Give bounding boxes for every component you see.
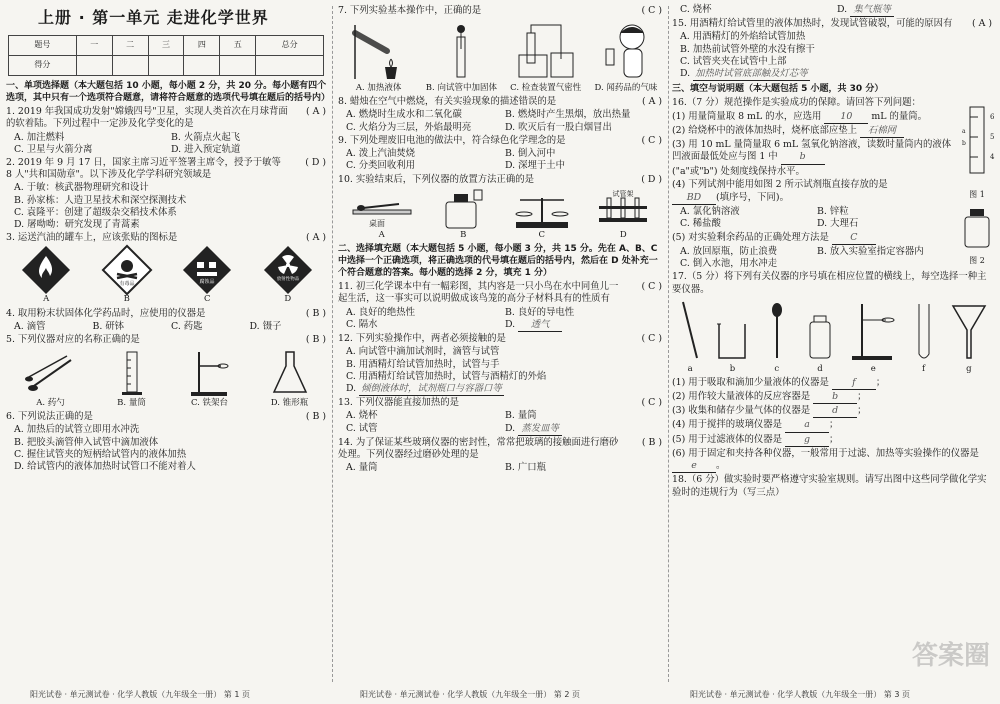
dropper-on-table-icon (349, 188, 415, 230)
q7-operations: A. 加热液体 B. 向试管中加固体 C. 检查装置气密性 D. 闻药品的气味 (338, 19, 664, 94)
funnel-icon (949, 298, 989, 364)
flame-sign-icon (22, 246, 70, 294)
hazard-signs: A 有毒品 B 腐蚀品 C 放射性物品 D (6, 246, 328, 305)
score-table: 题号 一 二 三 四 五 总分 得分 (8, 35, 324, 76)
question-5: 5. 下列仪器对应的名称正确的是 ( B ) (6, 333, 326, 345)
graduated-cylinder-icon (112, 348, 152, 398)
q10-placement: 桌面 A B C 试管架 D (338, 188, 664, 241)
heating-liquid-icon (345, 19, 413, 83)
corrosive-sign-icon (183, 246, 231, 294)
svg-text:5: 5 (990, 133, 995, 142)
svg-text:试管架: 试管架 (612, 189, 634, 198)
question-11: 11. 初三化学课本中有一幅彩图，其内容是一只小鸟在水中同鱼儿一起生活，这一事实可以说明做成该鸟笼的高分子材料具有的性质有 ( C ) (338, 281, 662, 305)
question-13: 13. 下列仪器能直接加热的是 ( C ) (338, 397, 662, 409)
reagent-bottle-icon (436, 188, 490, 230)
svg-text:4: 4 (990, 153, 995, 162)
question-6: 6. 下列说法正确的是 ( B ) (6, 411, 326, 423)
question-2: 2. 2019 年 9 月 17 日，国家主席习近平签署主席令，授予于敏等 8 人"共和国勋章"。以下涉及化学学科研究领域是 ( D ) (6, 156, 326, 181)
question-16: 16.（7 分）规范操作是实验成功的保障。请回答下列问题： (1) 用量筒量取 8 mL 的水，应选用 10 mL 的量筒。 (2) 给烧杯中的液体加热时，烧杯底部应垫上 石棉网 (3) 用 10 mL 量筒量取 6 mL 氢氧化钠溶液，读数时量筒内的液体凹液面最低处应与图 1 中 b ("a"或"b") 处刻度线保持水平。 (4) 下列试剂中能用如图 2 所示试剂瓶直接存放的是 BD (填序号，下同)。 A. 氯化钠溶液 B. 锌粒 C. 稀盐酸 D. 大理石 (5) 对实验剩余药品的正确处理方法是 C A. 放回原瓶，防止浪费 B. 放入实验室指定容器内 C. 倒入水池，用水冲走 6 5 4 a b 图 1 图 2 (672, 97, 995, 270)
column-3: C. 烧杯 D. 集气瓶等 15. 用酒精灯给试管里的液体加热时，发现试管破裂，可能的原因有 ( A ) A. 用酒精灯的外焰给试管加热 B. 加热前试管外壁的水没有擦干 C. 试管夹夹在试管中上部 D. 加热时试管底部触及灯芯等 三、填空与说明题（本大题包括 5 小题，共 30 分） 16.（7 分）规范操作是实验成功的保障。请回答下列问题： (1) 用量筒量取 8 mL 的水，应选用 10 mL 的量筒。 (2) 给烧杯中的液体加热时，烧杯底部应垫上 石棉网 (3) 用 10 mL 量筒量取 6 mL 氢氧化钠溶液，读数时量筒内的液体凹液面最低处应与图 1 中 b ("a"或"b") 处刻度线保持水平。 (4) 下列试剂中能用如图 2 所示试剂瓶直接存放的是 BD (填序号，下同)。 A. 氯化钠溶液 B. 锌粒 C. 稀盐酸 D. 大理石 (5) 对实验剩余药品的正确处理方法是 C A. 放回原瓶，防止浪费 B. 放入实验室指定容器内 C. 倒入水池，用水冲走 6 5 4 a b 图 1 图 2 17.（5 分）将下列有关仪器的序号填在相应位置的横线上，每空选择一种主要仪器。 a b c d e f g (1) 用于吸取和滴加少量液体的仪器是 f ； (2) 用作较大量液体的反应容器是 b ； (3) 收集和储存少量气体的仪器是 d ； (4) 用于搅拌的玻璃仪器是 a ； (5) 用于过滤液体的仪器是 g ； (6) 用于固定和夹持各种仪器，一般常用于过滤、加热等实验操作的仪器是 e 。 18.（6 分）做实验时要严格遵守实验室规则。请写出图中这些同学做化学实验时的违规行为（写三点） (672, 4, 995, 498)
question-17: 17.（5 分）将下列有关仪器的序号填在相应位置的横线上，每空选择一种主要仪器。 (672, 271, 987, 295)
adding-solid-icon (431, 19, 491, 83)
svg-text:6: 6 (990, 113, 995, 122)
question-9: 9. 下列处理废旧电池的做法中，符合绿色化学理念的是 ( C ) (338, 134, 662, 146)
question-18: 18.（6 分）做实验时要严格遵守实验室规则。请写出图中这些同学做化学实验时的违规行为（写三点） (672, 474, 987, 498)
page-title: 上册 · 第一单元 走进化学世界 (38, 8, 269, 27)
gas-jar-icon (802, 298, 838, 364)
flask-icon (268, 348, 312, 398)
question-10: 10. 实验结束后，下列仪器的放置方法正确的是 ( D ) (338, 173, 662, 185)
footer-page-3: 阳光试卷 · 单元测试卷 · 化学人教版（九年级全一册） 第 3 页 (690, 689, 910, 699)
figure-2: 图 2 (962, 207, 992, 266)
dropper-icon (762, 298, 792, 364)
figure-1: 6 5 4 a b 图 1 (960, 105, 994, 200)
toxic-sign-icon (103, 246, 151, 294)
test-tube-rack-icon (593, 188, 653, 230)
spoon-icon (23, 348, 79, 398)
measuring-cylinder-scale-icon (960, 105, 994, 185)
section-3-heading: 三、填空与说明题（本大题包括 5 小题，共 30 分） (672, 84, 884, 95)
question-4: 4. 取用粉末状固体化学药品时，应使用的仪器是 ( B ) (6, 307, 326, 319)
section-1-heading: 一、单项选择题（本大题包括 10 小题，每小题 2 分，共 20 分。每小题有四个选项，其中只有一个选项符合题意，请将符合题意的选项代号填在题后的括号内） (6, 80, 331, 103)
question-8: 8. 蜡烛在空气中燃烧，有关实验现象的描述错误的是 ( A ) (338, 96, 662, 108)
question-1: 1. 2019 年我国成功发射"嫦娥四号"卫星，实现人类首次在月球背面的软着陆。下列过程中一定涉及化学变化的是 ( A ) (6, 106, 326, 130)
iron-stand-icon (185, 348, 235, 398)
footer-page-2: 阳光试卷 · 单元测试卷 · 化学人教版（九年级全一册） 第 2 页 (360, 689, 580, 699)
question-12: 12. 下列实验操作中，两者必须接触的是 ( C ) (338, 333, 662, 345)
test-tube-icon (909, 298, 939, 364)
question-7: 7. 下列实验基本操作中，正确的是 ( C ) (338, 5, 662, 16)
section-2-heading: 二、选择填充题（本大题包括 5 小题，每小题 3 分，共 15 分。先在 A、B、C 中选择一个正确选项，将正确选项的代号填在题后的括号内，然后在 D 处补充一个符合题意的答案。每小题的选择 2 分，填充 1 分） (338, 243, 658, 279)
svg-text:a: a (962, 128, 966, 136)
wide-mouth-bottle-icon (962, 207, 992, 251)
svg-text:桌面: 桌面 (368, 218, 385, 228)
svg-text:b: b (962, 140, 966, 148)
question-3: 3. 运送汽油的罐车上，应该张贴的图标是 ( A ) (6, 232, 326, 244)
svg-text:腐蚀品: 腐蚀品 (199, 279, 215, 286)
watermark: 答案圈 (911, 641, 990, 672)
smelling-icon (596, 19, 656, 83)
q17-instruments: a b c d e f g (672, 298, 994, 375)
radioactive-sign-icon (264, 246, 312, 294)
q5-instruments: A. 药勺 B. 量筒 C. 铁架台 D. 锥形瓶 (6, 348, 328, 409)
glass-rod-icon (677, 298, 703, 364)
svg-text:有毒品: 有毒品 (119, 281, 135, 288)
balance-icon (512, 188, 572, 230)
iron-stand-icon (848, 298, 898, 364)
question-15: 15. 用酒精灯给试管里的液体加热时，发现试管破裂，可能的原因有 ( A ) (672, 18, 992, 30)
column-2: 7. 下列实验基本操作中，正确的是 ( C ) A. 加热液体 B. 向试管中加固体 C. 检查装置气密性 D. 闻药品的气味 8. 蜡烛在空气中燃烧，有关实验现象的描述错误的是 ( A ) A. 燃烧时生成水和二氧化碳 B. 燃烧时产生黑烟，放出热量 C. 火焰分为三层，外焰最明亮 D. 吹灭后有一股白烟冒出 9. 下列处理废旧电池的做法中，符合绿色化学理念的是 ( C ) A. 泼上汽油焚烧 B. 倒入河中 C. 分类回收利用 D. 深埋于土中 10. 实验结束后，下列仪器的放置方法正确的是 ( D ) 桌面 A B C 试管架 D 二、选择填充题（本大题包括 5 小题，每小题 3 分，共 15 分。先在 A、B、C 中选择一个正确选项，将正确选项的代号填在题后的括号内，然后在 D 处补充一个符合题意的答案。每小题的选择 2 分，填充 1 分） 11. 初三化学课本中有一幅彩图，其内容是一只小鸟在水中同鱼儿一起生活，这一事实可以说明做成该鸟笼的高分子材料具有的性质有 ( C ) A. 良好的绝热性 B. 良好的导电性 C. 隔水 D. 透气 12. 下列实验操作中，两者必须接触的是 ( C ) A. 向试管中滴加试剂时，滴管与试管 B. 用酒精灯给试管加热时，试管与手 C. 用酒精灯给试管加热时，试管与酒精灯的外焰 D. 倾倒液体时，试剂瓶口与容器口等 13. 下列仪器能直接加热的是 ( C ) A. 烧杯 B. 量筒 C. 试管 D. 蒸发皿等 14. 为了保证某些玻璃仪器的密封性，常常把玻璃的接触面进行磨砂处理。下列仪器经过磨砂处理的是 ( B ) A. 量筒 B. 广口瓶 (338, 5, 662, 474)
svg-text:放射性物品: 放射性物品 (276, 277, 299, 283)
airtight-check-icon (511, 19, 581, 83)
footer-page-1: 阳光试卷 · 单元测试卷 · 化学人教版（九年级全一册） 第 1 页 (30, 689, 250, 699)
column-1: 上册 · 第一单元 走进化学世界 题号 一 二 三 四 五 总分 得分 一、单项选择题（本大题包括 10 小题，每小题 2 分，共 20 分。每小题有四个选项，其中只有一个选项符合题意，请将符合题意的选项代号填在题后的括号内） 1. 2019 年我国成功发射"嫦娥四号"卫星，实现人类首次在月球背面的软着陆。下列过程中一定涉及化学变化的是 ( A ) A. 加注燃料 B. 火箭点火起飞 C. 卫星与火箭分离 D. 进入预定轨道 2. 2019 年 9 月 17 日，国家主席习近平签署主席令，授予于敏等 8 人"共和国勋章"。以下涉及化学学科研究领域是 ( D ) A. 于敏：核武器物理研究和设计 B. 孙家栋：人造卫星技术和深空探测技术 C. 袁隆平：创建了超级杂交稻技术体系 D. 屠呦呦：研究发现了青蒿素 3. 运送汽油的罐车上，应该张贴的图标是 ( A ) A 有毒品 B 腐蚀品 C 放射性物品 D 4. 取用粉末状固体化学药品时，应使用的仪器是 ( B ) A. 滴管 B. 研钵 C. 药匙 D. 镊子 5. 下列仪器对应的名称正确的是 ( B ) A. 药勺 B. 量筒 C. 铁架台 D. 锥形瓶 6. 下列说法正确的是 ( B ) A. 加热后的试管立即用水冲洗 B. 把胶头滴管伸入试管中滴加液体 C. 握住试管夹的短柄给试管内的液体加热 D. 给试管内的液体加热时试管口不能对着人 (6, 8, 331, 473)
question-14: 14. 为了保证某些玻璃仪器的密封性，常常把玻璃的接触面进行磨砂处理。下列仪器经过磨砂处理的是 ( B ) (338, 436, 662, 461)
beaker-icon (713, 298, 751, 364)
